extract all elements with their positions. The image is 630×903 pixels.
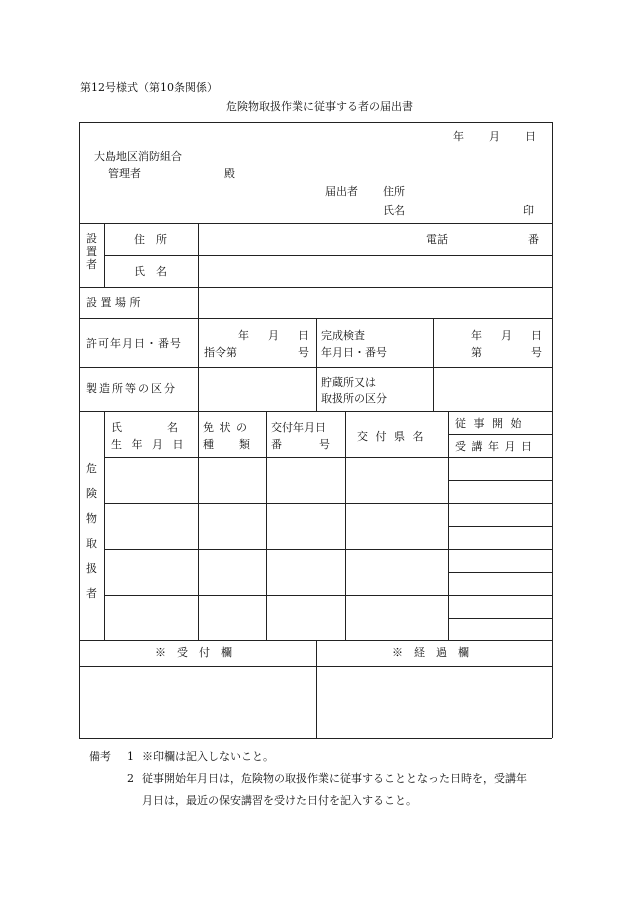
handler-label-2: 物 bbox=[86, 512, 97, 525]
progress-label: ※ 経 過 欄 bbox=[392, 646, 469, 659]
note-2-line-2: 月日は，最近の保安講習を受けた日付を記入すること。 bbox=[142, 794, 417, 807]
handler-label-1: 険 bbox=[86, 487, 97, 500]
note-2-line-1: 従事開始年月日は，危険物の取扱作業に従事することとなった日時を，受講年 bbox=[142, 772, 527, 785]
col-start-1: 従 事 開 始 bbox=[455, 417, 524, 430]
col-license-1: 免 状 の bbox=[203, 421, 248, 434]
permit-designation: 指令第 bbox=[204, 346, 237, 359]
permit-label: 許可年月日・番号 bbox=[86, 337, 182, 350]
permit-no-suffix: 号 bbox=[298, 346, 309, 359]
col-name-2: 生 年 月 日 bbox=[111, 438, 187, 451]
note-1: ※印欄は記入しないこと。 bbox=[142, 750, 274, 763]
permit-year: 年 bbox=[238, 329, 249, 342]
handler-label-0: 危 bbox=[86, 462, 97, 475]
handler-label-4: 扱 bbox=[86, 562, 97, 575]
installer-label: 設置者 bbox=[86, 232, 97, 271]
date-month: 月 bbox=[489, 130, 500, 143]
honorific: 殿 bbox=[224, 167, 235, 180]
completion-no-suffix: 号 bbox=[531, 346, 542, 359]
permit-day: 日 bbox=[298, 329, 309, 342]
col-name-1: 氏 名 bbox=[111, 421, 181, 434]
col-issue-2: 番 号 bbox=[271, 438, 331, 451]
storage-class-label-1: 貯蔵所又は bbox=[321, 376, 376, 389]
installer-address-label: 住 所 bbox=[134, 233, 167, 246]
recipient-title: 管理者 bbox=[108, 167, 141, 180]
phone-label: 電話 bbox=[426, 233, 448, 246]
handler-label-3: 取 bbox=[86, 537, 97, 550]
date-day: 日 bbox=[525, 130, 536, 143]
completion-month: 月 bbox=[501, 329, 512, 342]
completion-day: 日 bbox=[531, 329, 542, 342]
name-label: 氏名 bbox=[383, 204, 405, 217]
col-start-2: 受 講 年 月 日 bbox=[455, 440, 533, 453]
note-1-number: 1 bbox=[127, 750, 134, 763]
applicant-label: 届出者 bbox=[325, 185, 358, 198]
storage-class-label-2: 取扱所の区分 bbox=[321, 392, 387, 405]
permit-month: 月 bbox=[268, 329, 279, 342]
facility-class-label: 製造所等の区分 bbox=[86, 382, 177, 395]
style-number: 第12号様式（第10条関係） bbox=[80, 81, 218, 94]
notes-label: 備考 bbox=[89, 750, 111, 763]
completion-label-1: 完成検査 bbox=[321, 329, 365, 342]
location-label: 設 置 場 所 bbox=[86, 296, 141, 309]
col-license-2: 種 類 bbox=[203, 438, 251, 451]
form-title: 危険物取扱作業に従事する者の届出書 bbox=[226, 100, 413, 113]
address-label: 住所 bbox=[383, 185, 405, 198]
seal-mark: 印 bbox=[523, 204, 534, 217]
completion-year: 年 bbox=[471, 329, 482, 342]
col-issue-1: 交付年月日 bbox=[271, 421, 326, 434]
note-2-number: 2 bbox=[127, 772, 134, 785]
recipient-org: 大島地区消防組合 bbox=[94, 150, 182, 163]
completion-no-prefix: 第 bbox=[471, 346, 482, 359]
col-pref: 交 付 県 名 bbox=[357, 430, 426, 443]
receipt-label: ※ 受 付 欄 bbox=[155, 646, 232, 659]
installer-name-label: 氏 名 bbox=[134, 265, 167, 278]
date-year: 年 bbox=[453, 130, 464, 143]
phone-suffix: 番 bbox=[528, 233, 539, 246]
completion-label-2: 年月日・番号 bbox=[321, 346, 387, 359]
handler-label-5: 者 bbox=[86, 587, 97, 600]
